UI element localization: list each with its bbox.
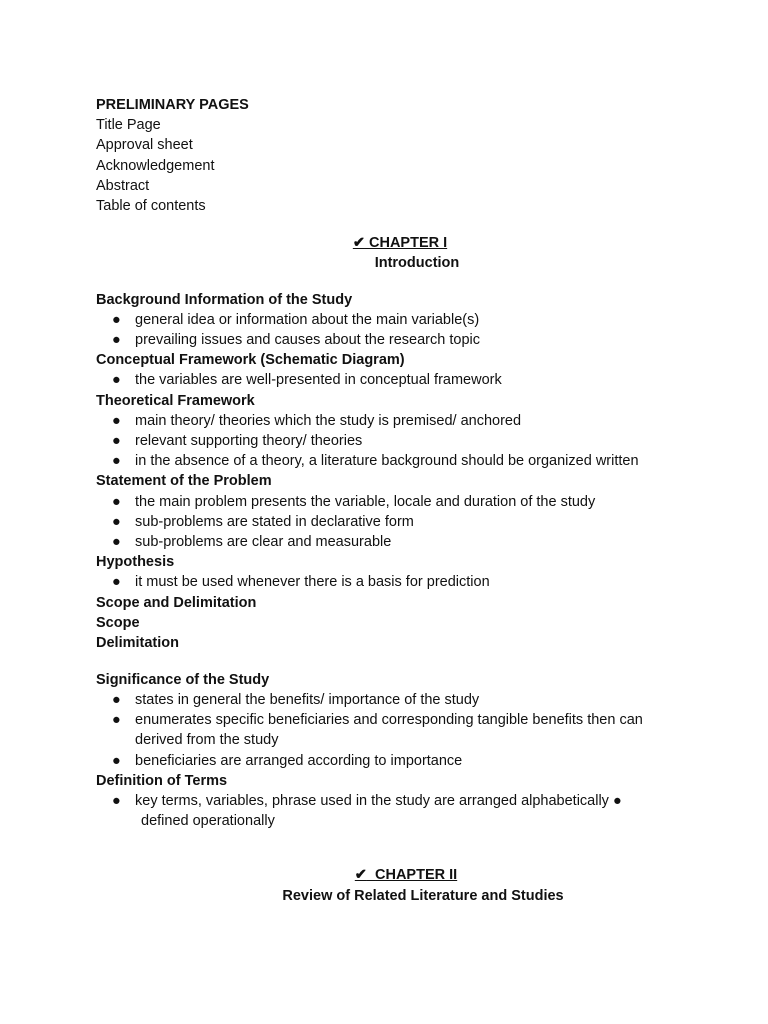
list-item: ● states in general the benefits/ importance of the study — [96, 690, 696, 710]
bullet-icon: ● — [112, 332, 121, 349]
bullet-icon: ● — [112, 793, 121, 809]
bullet-list — [96, 370, 696, 390]
chapter2-subtitle: Review of Related Literature and Studies — [282, 887, 564, 904]
list-item: ● enumerates specific beneficiaries and corresponding tangible benefits then can derived from the study — [112, 712, 643, 749]
bullet-list — [96, 492, 696, 553]
section-heading: Statement of the Problem — [96, 473, 272, 490]
list-item: ● beneficiaries are arranged according to importance — [96, 751, 696, 771]
bullet-icon: ● — [112, 752, 121, 769]
list-item: ● the main problem presents the variable, locale and duration of the study — [96, 492, 696, 512]
section-heading: Hypothesis — [96, 554, 175, 571]
bullet-icon: ● — [112, 372, 121, 389]
bullet-icon: ● — [112, 691, 121, 708]
bullet-icon: ● — [112, 534, 121, 551]
section-heading: Conceptual Framework (Schematic Diagram) — [96, 352, 405, 369]
list-item: ● general idea or information about the main variable(s) — [96, 310, 696, 330]
section-heading: Scope and Delimitation — [96, 594, 257, 611]
preliminary-item: Title Page — [96, 117, 161, 134]
list-item: ● key terms, variables, phrase used in the study are arranged alphabetically ● defined operationally — [112, 793, 622, 830]
bullet-list — [96, 572, 696, 592]
bullet-icon: ● — [112, 311, 121, 328]
check-icon: ✔ — [354, 867, 367, 884]
list-item: ● sub-problems are clear and measurable — [96, 532, 696, 552]
list-item: ● relevant supporting theory/ theories — [96, 431, 696, 451]
section-heading: Definition of Terms — [96, 772, 228, 789]
bullet-list — [96, 411, 696, 472]
preliminary-item: Approval sheet — [96, 137, 193, 154]
bullet-list — [96, 791, 696, 831]
check-icon: ✔ — [352, 234, 365, 251]
bullet-icon: ● — [112, 433, 121, 450]
list-item: ● main theory/ theories which the study is premised/ anchored — [96, 411, 696, 431]
section-heading: Scope — [96, 614, 140, 631]
bullet-list — [96, 690, 696, 771]
chapter1-label: CHAPTER I — [369, 234, 448, 251]
section-heading: Delimitation — [96, 635, 179, 652]
section-heading: Theoretical Framework — [96, 392, 255, 409]
list-item: ● sub-problems are stated in declarative form — [96, 512, 696, 532]
chapter1-heading — [96, 233, 696, 253]
list-item: ● prevailing issues and causes about the research topic — [96, 330, 696, 350]
bullet-list — [96, 310, 696, 350]
list-item: ● in the absence of a theory, a literature background should be organized written — [96, 451, 696, 471]
chapter2-label: CHAPTER II — [375, 867, 458, 884]
section-heading: Background Information of the Study — [96, 291, 353, 308]
bullet-icon: ● — [112, 712, 121, 729]
bullet-icon: ● — [112, 412, 121, 429]
list-item: ● the variables are well-presented in conceptual framework — [96, 370, 696, 390]
chapter1-subtitle: Introduction — [374, 254, 460, 271]
preliminary-item: Table of contents — [96, 198, 206, 215]
chapter2-heading — [96, 865, 696, 885]
bullet-icon: ● — [112, 574, 121, 591]
bullet-icon: ● — [112, 493, 121, 510]
preliminary-item: Abstract — [96, 177, 150, 194]
section-heading: Significance of the Study — [96, 671, 270, 688]
bullet-icon: ● — [112, 513, 121, 530]
preliminary-item: Acknowledgement — [96, 157, 215, 174]
bullet-icon: ● — [112, 453, 121, 470]
document-page — [96, 95, 696, 906]
list-item: ● it must be used whenever there is a basis for prediction — [96, 572, 696, 592]
preliminary-heading: PRELIMINARY PAGES — [96, 97, 249, 113]
